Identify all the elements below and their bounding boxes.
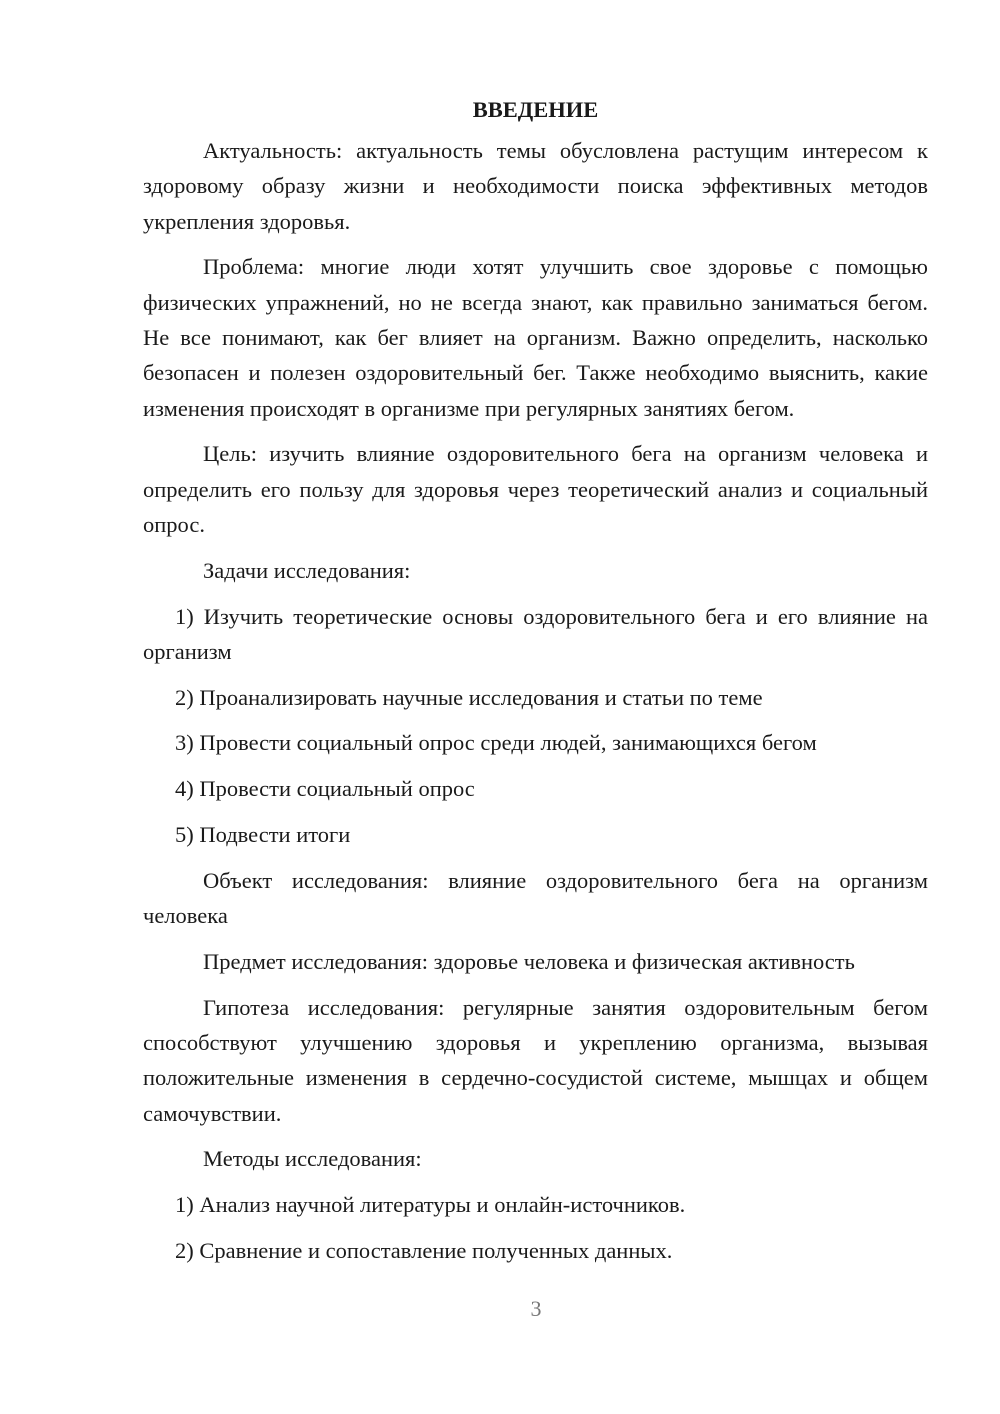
problem-paragraph: Проблема: многие люди хотят улучшить свое здоровье с помощью физических упражнений, но не всегда знают, как правильно заниматься бегом. Не все понимают, как бег влияет на организм. Важно определить, насколько безопасен и полезен оздоровительный бег. Также необходимо выяснить, какие изменения происходят в организме при регулярных занятиях бегом. bbox=[143, 254, 928, 421]
task-item-5: 5) Подвести итоги bbox=[175, 822, 351, 848]
document-page bbox=[143, 92, 928, 1279]
tasks-heading: Задачи исследования: bbox=[203, 557, 411, 583]
method-item-1: 1) Анализ научной литературы и онлайн-источников. bbox=[175, 1192, 686, 1218]
task-item-1: 1) Изучить теоретические основы оздоровительного бега и его влияние на организм bbox=[143, 603, 928, 664]
section-title: ВВЕДЕНИЕ bbox=[472, 97, 599, 122]
relevance-paragraph: Актуальность: актуальность темы обусловлена растущим интересом к здоровому образу жизни и необходимости поиска эффективных методов укрепления здоровья. bbox=[143, 138, 928, 234]
object-paragraph: Объект исследования: влияние оздоровительного бега на организм человека bbox=[143, 867, 928, 929]
methods-heading: Методы исследования: bbox=[203, 1146, 422, 1172]
hypothesis-paragraph: Гипотеза исследования: регулярные занятия оздоровительным бегом способствуют улучшению здоровья и укреплению организма, вызывая положительные изменения в сердечно-сосудистой системе, мышцах и общем самочувствии. bbox=[143, 994, 928, 1126]
method-item-2: 2) Сравнение и сопоставление полученных данных. bbox=[175, 1238, 673, 1264]
subject-paragraph: Предмет исследования: здоровье человека и физическая активность bbox=[203, 948, 855, 974]
goal-paragraph: Цель: изучить влияние оздоровительного бега на организм человека и определить его пользу для здоровья через теоретический анализ и социальный опрос. bbox=[143, 441, 928, 537]
task-item-3: 3) Провести социальный опрос среди людей, занимающихся бегом bbox=[175, 730, 817, 756]
page-number: 3 bbox=[530, 1296, 542, 1321]
task-item-2: 2) Проанализировать научные исследования и статьи по теме bbox=[175, 684, 763, 710]
task-item-4: 4) Провести социальный опрос bbox=[175, 776, 475, 802]
